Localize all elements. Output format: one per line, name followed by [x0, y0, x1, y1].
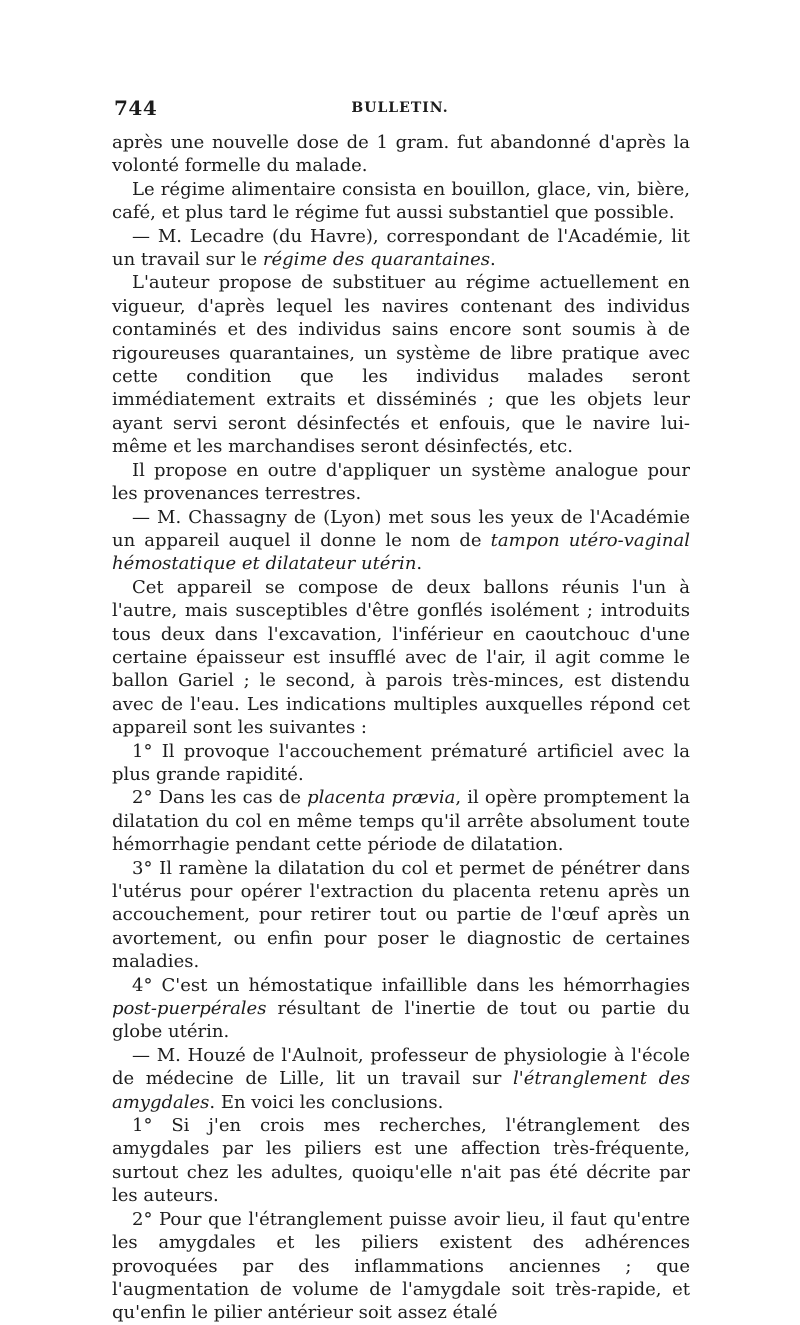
- paragraph-text: .: [416, 553, 423, 575]
- paragraph: [112, 974, 690, 1044]
- paragraph-text: . En voici les conclusions.: [209, 1091, 444, 1113]
- paragraph: Il propose en outre d'appliquer un système analogue pour les provenances terrestres.: [112, 459, 690, 505]
- paragraph-text: , il opère promptement la dilatation du col en même temps qu'il arrête absolument toute hémorrhagie pendant cette période de dilatation.: [112, 787, 690, 856]
- italic-term: l'étranglement des amygdales: [112, 1068, 690, 1113]
- italic-term: post-puerpérales: [112, 998, 267, 1020]
- paragraph: 3° Il ramène la dilatation du col et permet de pénétrer dans l'utérus pour opérer l'extraction du placenta retenu après un accouchement, pour retirer tout ou partie de l'œuf après un avortement, ou enfin pour poser le diagnostic de certaines maladies.: [112, 857, 690, 973]
- body-text: [112, 131, 690, 1325]
- paragraph: après une nouvelle dose de 1 gram. fut abandonné d'après la volonté formelle du malade.: [112, 132, 690, 177]
- paragraph-text: — M. Lecadre (du Havre), correspondant de l'Académie, lit un travail sur le: [112, 225, 690, 271]
- paragraph: Le régime alimentaire consista en bouillon, glace, vin, bière, café, et plus tard le régime fut aussi substantiel que possible.: [112, 178, 690, 224]
- paragraph: [112, 506, 690, 576]
- paragraph-text: résultant de l'inertie de tout ou partie du globe utérin.: [112, 998, 690, 1043]
- running-title: BULLETIN.: [351, 100, 449, 116]
- italic-term: régime des quarantaines: [262, 249, 490, 271]
- page-number: 744: [114, 96, 158, 120]
- paragraph: [112, 1044, 690, 1114]
- paragraph: [112, 225, 690, 272]
- running-header: [110, 96, 690, 122]
- paragraph-text: 2° Dans les cas de: [132, 787, 308, 809]
- paragraph: Cet appareil se compose de deux ballons réunis l'un à l'autre, mais susceptibles d'être gonflés isolément ; introduits tous deux dans l'excavation, l'inférieur en caoutchouc d'une certaine épaisseur est insufflé avec de l'air, il agit comme le ballon Gariel ; le second, à parois très-minces, est distendu avec de l'eau. Les indications multiples auxquelles répond cet appareil sont les suivantes :: [112, 576, 690, 739]
- paragraph-text: 4° C'est un hémostatique infaillible dans les hémorrhagies: [132, 974, 690, 996]
- paragraph: 1° Il provoque l'accouchement prématuré artificiel avec la plus grande rapidité.: [112, 740, 690, 785]
- paragraph: L'auteur propose de substituer au régime actuellement en vigueur, d'après lequel les navires contenant des individus contaminés et des individus sains encore sont soumis à de rigoureuses quarantaines, un système de libre pratique avec cette condition que les individus malades seront immédiatement extraits et disséminés ; que les objets leur ayant servi seront désinfectés et enfouis, que le navire lui-même et les marchandises seront désinfectés, etc.: [112, 272, 690, 458]
- italic-term: placenta prævia: [307, 787, 456, 809]
- paragraph: [112, 786, 690, 856]
- paragraph-text: — M. Houzé de l'Aulnoit, professeur de physiologie à l'école de médecine de Lille, lit un travail sur: [112, 1044, 690, 1090]
- paragraph: 2° Pour que l'étranglement puisse avoir lieu, il faut qu'entre les amygdales et les piliers existent des adhérences provoquées par des inflammations anciennes ; que l'augmentation de volume de l'amygdale soit très-rapide, et qu'enfin le pilier antérieur soit assez étalé: [112, 1208, 690, 1324]
- paragraph-text: — M. Chassagny de (Lyon) met sous les yeux de l'Académie un appareil auquel il donne le nom de: [112, 506, 690, 551]
- paragraph: 1° Si j'en crois mes recherches, l'étranglement des amygdales par les piliers est une affection très-fréquente, surtout chez les adultes, quoiqu'elle n'ait pas été décrite par les auteurs.: [112, 1115, 690, 1207]
- paragraph-text: .: [490, 249, 496, 271]
- italic-term: tampon utéro-vaginal hémostatique et dilatateur utérin: [112, 529, 690, 575]
